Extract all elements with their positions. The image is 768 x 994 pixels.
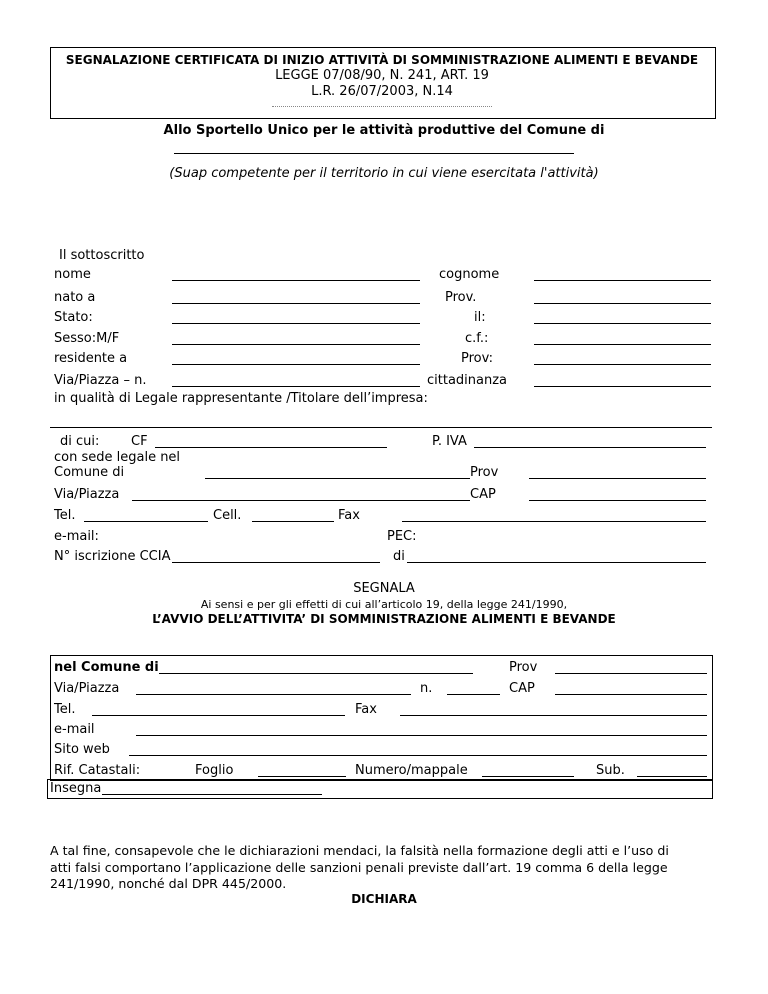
cittadinanza-field[interactable] — [534, 386, 711, 387]
sesso-field[interactable] — [172, 344, 420, 345]
pec-label: PEC: — [387, 529, 417, 544]
cf-label: c.f.: — [465, 331, 489, 346]
law-reference-1: LEGGE 07/08/90, N. 241, ART. 19 — [275, 68, 489, 83]
sesso-label: Sesso:M/F — [54, 331, 120, 346]
stato-label: Stato: — [54, 310, 93, 325]
recipient-line: Allo Sportello Unico per le attività produttive del Comune di — [163, 123, 605, 138]
prov2-label: Prov: — [461, 351, 493, 366]
loc-n-field[interactable] — [447, 694, 500, 695]
fax-field[interactable] — [402, 521, 706, 522]
sede-via-label: Via/Piazza — [54, 487, 120, 502]
loc-sito-label: Sito web — [54, 742, 110, 757]
loc-tel-field[interactable] — [92, 715, 345, 716]
ccia-field[interactable] — [172, 562, 380, 563]
sede-label-1: con sede legale nel — [54, 450, 181, 465]
nome-label: nome — [54, 267, 91, 282]
loc-fax-label: Fax — [355, 702, 377, 717]
loc-cap-label: CAP — [509, 681, 535, 696]
law-reference-2: L.R. 26/07/2003, N.14 — [311, 84, 453, 99]
prov2-field[interactable] — [534, 364, 711, 365]
loc-fax-field[interactable] — [400, 715, 707, 716]
prov-field[interactable] — [534, 303, 711, 304]
suap-note: (Suap competente per il territorio in cui viene esercitata l'attività) — [169, 166, 599, 181]
dichiara-heading: DICHIARA — [351, 892, 417, 906]
segnala-activity: L’AVVIO DELL’ATTIVITA’ DI SOMMINISTRAZIONE ALIMENTI E BEVANDE — [152, 612, 616, 626]
declaration-line-1: A tal fine, consapevole che le dichiarazioni mendaci, la falsità nella formazione degli atti e l’uso di — [50, 843, 669, 858]
tel-label: Tel. — [54, 508, 76, 523]
insegna-box — [47, 779, 713, 799]
il-field[interactable] — [534, 323, 711, 324]
fax-label: Fax — [338, 508, 360, 523]
cell-label: Cell. — [213, 508, 242, 523]
tel-field[interactable] — [84, 521, 208, 522]
nato-a-field[interactable] — [172, 303, 420, 304]
ccia-label: N° iscrizione CCIA — [54, 549, 171, 564]
sede-cap-label: CAP — [470, 487, 496, 502]
segnala-subtitle: Ai sensi e per gli effetti di cui all’articolo 19, della legge 241/1990, — [200, 598, 568, 611]
form-title: SEGNALAZIONE CERTIFICATA DI INIZIO ATTIVITÀ DI SOMMINISTRAZIONE ALIMENTI E BEVANDE — [65, 53, 699, 67]
insegna-field[interactable] — [102, 794, 322, 795]
cittadinanza-label: cittadinanza — [427, 373, 508, 388]
cognome-field[interactable] — [534, 280, 711, 281]
declaration-line-2: atti falsi comportano l’applicazione delle sanzioni penali previste dall’art. 19 comma 6 della legge — [50, 860, 668, 875]
stato-field[interactable] — [172, 323, 420, 324]
ccia-di-label: di — [393, 549, 405, 564]
email-label: e-mail: — [54, 529, 99, 544]
sede-via-field[interactable] — [132, 500, 470, 501]
sede-prov-label: Prov — [470, 465, 499, 480]
insegna-label: Insegna — [50, 781, 102, 796]
qualita-label: in qualità di Legale rappresentante /Titolare dell’impresa: — [54, 391, 428, 406]
loc-tel-label: Tel. — [54, 702, 76, 717]
loc-prov-label: Prov — [509, 660, 538, 675]
loc-email-label: e-mail — [54, 722, 95, 737]
residente-field[interactable] — [172, 364, 420, 365]
loc-prov-field[interactable] — [555, 673, 707, 674]
loc-email-field[interactable] — [136, 735, 707, 736]
il-label: il: — [474, 310, 486, 325]
loc-via-field[interactable] — [136, 694, 411, 695]
nato-a-label: nato a — [54, 290, 96, 305]
cell-field[interactable] — [252, 521, 334, 522]
loc-comune-label: nel Comune di — [54, 660, 159, 675]
comune-blank[interactable] — [174, 153, 574, 154]
di-cui-label: di cui: — [60, 434, 100, 449]
sub-field[interactable] — [637, 776, 707, 777]
sede-comune-field[interactable] — [205, 478, 470, 479]
cf-field[interactable] — [534, 344, 711, 345]
piva-label: P. IVA — [432, 434, 467, 449]
via-label: Via/Piazza – n. — [54, 373, 147, 388]
segnala-heading: SEGNALA — [353, 581, 415, 596]
foglio-field[interactable] — [258, 776, 346, 777]
piva-field[interactable] — [474, 447, 706, 448]
foglio-label: Foglio — [195, 763, 234, 778]
sede-prov-field[interactable] — [529, 478, 706, 479]
company-cf-field[interactable] — [155, 447, 387, 448]
sottoscritto-label: Il sottoscritto — [59, 248, 145, 263]
residente-label: residente a — [54, 351, 128, 366]
nome-field[interactable] — [172, 280, 420, 281]
header-small-print — [50, 106, 714, 107]
numero-mappale-label: Numero/mappale — [355, 763, 468, 778]
prov-label: Prov. — [445, 290, 477, 305]
loc-cap-field[interactable] — [555, 694, 707, 695]
company-cf-label: CF — [131, 434, 148, 449]
sede-label-2: Comune di — [54, 465, 125, 480]
loc-via-label: Via/Piazza — [54, 681, 120, 696]
rif-catastali-label: Rif. Catastali: — [54, 763, 141, 778]
sub-label: Sub. — [596, 763, 625, 778]
ccia-di-field[interactable] — [407, 562, 706, 563]
numero-mappale-field[interactable] — [482, 776, 574, 777]
declaration-line-3: 241/1990, nonché dal DPR 445/2000. — [50, 876, 287, 891]
qualita-field[interactable] — [50, 427, 712, 428]
loc-n-label: n. — [420, 681, 433, 696]
loc-sito-field[interactable] — [129, 755, 707, 756]
via-field[interactable] — [172, 386, 420, 387]
sede-cap-field[interactable] — [529, 500, 706, 501]
loc-comune-field[interactable] — [159, 673, 473, 674]
cognome-label: cognome — [439, 267, 500, 282]
